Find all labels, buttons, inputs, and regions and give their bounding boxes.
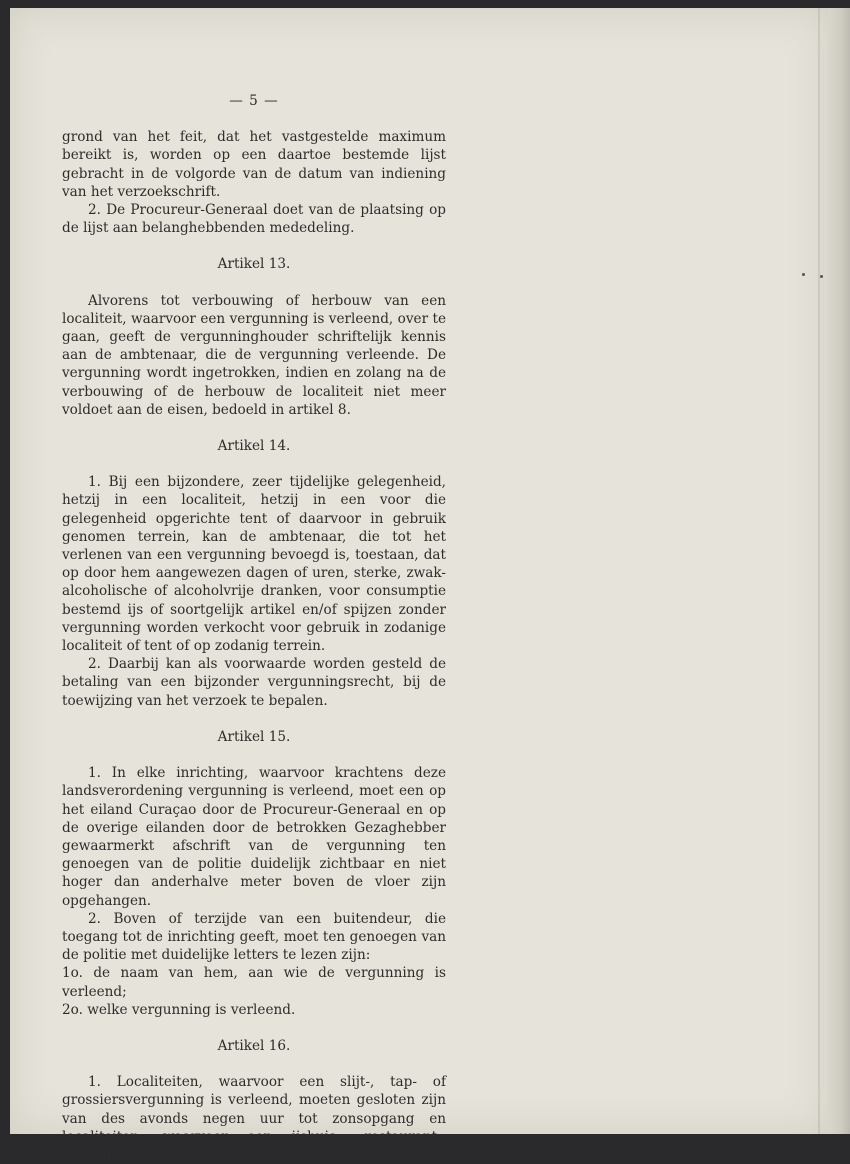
article-15-paragraph-2: 2. Boven of terzijde van een buitendeur, die toegang tot de inrichting geeft, moet ten genoegen van de politie met duidelijke letters te lezen zijn: <box>62 910 446 964</box>
article-13-heading: Artikel 13. <box>217 256 291 273</box>
article-14-paragraph-2: 2. Daarbij kan als voorwaarde worden gesteld de betaling van een bijzonder vergunningsrecht, bij de toewijzing van het verzoek te bepalen. <box>62 656 446 709</box>
article-15-item-2: 2o. welke vergunning is verleend. <box>62 1001 296 1018</box>
intro-paragraph-1: grond van het feit, dat het vastgestelde maximum bereikt is, worden op een daartoe bestemde lijst gebracht in de volgorde van de datum van indiening van het verzoekschrift. <box>62 129 446 200</box>
article-16-heading: Artikel 16. <box>217 1037 291 1054</box>
page-number: — 5 — <box>229 93 279 109</box>
next-page-edge <box>828 8 850 1134</box>
article-15-paragraph-1: 1. In elke inrichting, waarvoor krachtens deze landsverordening vergunning is verleend, moet een op het eiland Curaçao door de Procureur-Generaal en op de overige eilanden door de betrokken Gezaghebber gewaarmerkt afschrift van de vergunning ten genoegen van de politie duidelijk zichtbaar en niet hoger dan anderhalve meter boven de vloer zijn opgehangen. <box>62 765 446 909</box>
article-15-heading: Artikel 15. <box>217 728 291 745</box>
article-15-item-1: 1o. de naam van hem, aan wie de vergunning is verleend; <box>62 965 446 1000</box>
page-fold-shadow <box>818 8 820 1134</box>
article-13-paragraph-1: Alvorens tot verbouwing of herbouw van een localiteit, waarvoor een vergunning is verleend, over te gaan, geeft de vergunninghouder schriftelijk kennis aan de ambtenaar, die de vergunning verleende. De vergunning wordt ingetrokken, indien en zolang na de verbouwing of de herbouw de localiteit niet meer voldoet aan de eisen, bedoeld in artikel 8. <box>62 292 446 418</box>
article-14-heading: Artikel 14. <box>217 438 291 455</box>
article-14-paragraph-1: 1. Bij een bijzondere, zeer tijdelijke gelegenheid, hetzij in een localiteit, hetzij in een voor die gelegenheid opgerichte tent of daarvoor in gebruik genomen terrein, kan de ambtenaar, die tot het verlenen van een vergunning bevoegd is, toestaan, dat op door hem aangewezen dagen of uren, sterke, zwak-alcoholische of alcoholvrije dranken, voor consumptie bestemd ijs of soortgelijk artikel en/of spijzen zonder vergunning worden verkocht voor gebruik in zodanige localiteit of tent of op zodanig terrein. <box>62 474 446 655</box>
intro-paragraph-2: 2. De Procureur-Generaal doet van de plaatsing op de lijst aan belanghebbenden mededeling. <box>62 202 446 237</box>
article-16-paragraph-1: 1. Localiteiten, waarvoor een slijt-, tap- of grossiersvergunning is verleend, moeten gesloten zijn van des avonds negen uur tot zonsopgang en localiteiten, waarvoor een ijshuis-, restaurant-, bierhuis-, koffiehuis-, loge- <box>62 1074 446 1163</box>
text-column <box>62 92 446 1164</box>
